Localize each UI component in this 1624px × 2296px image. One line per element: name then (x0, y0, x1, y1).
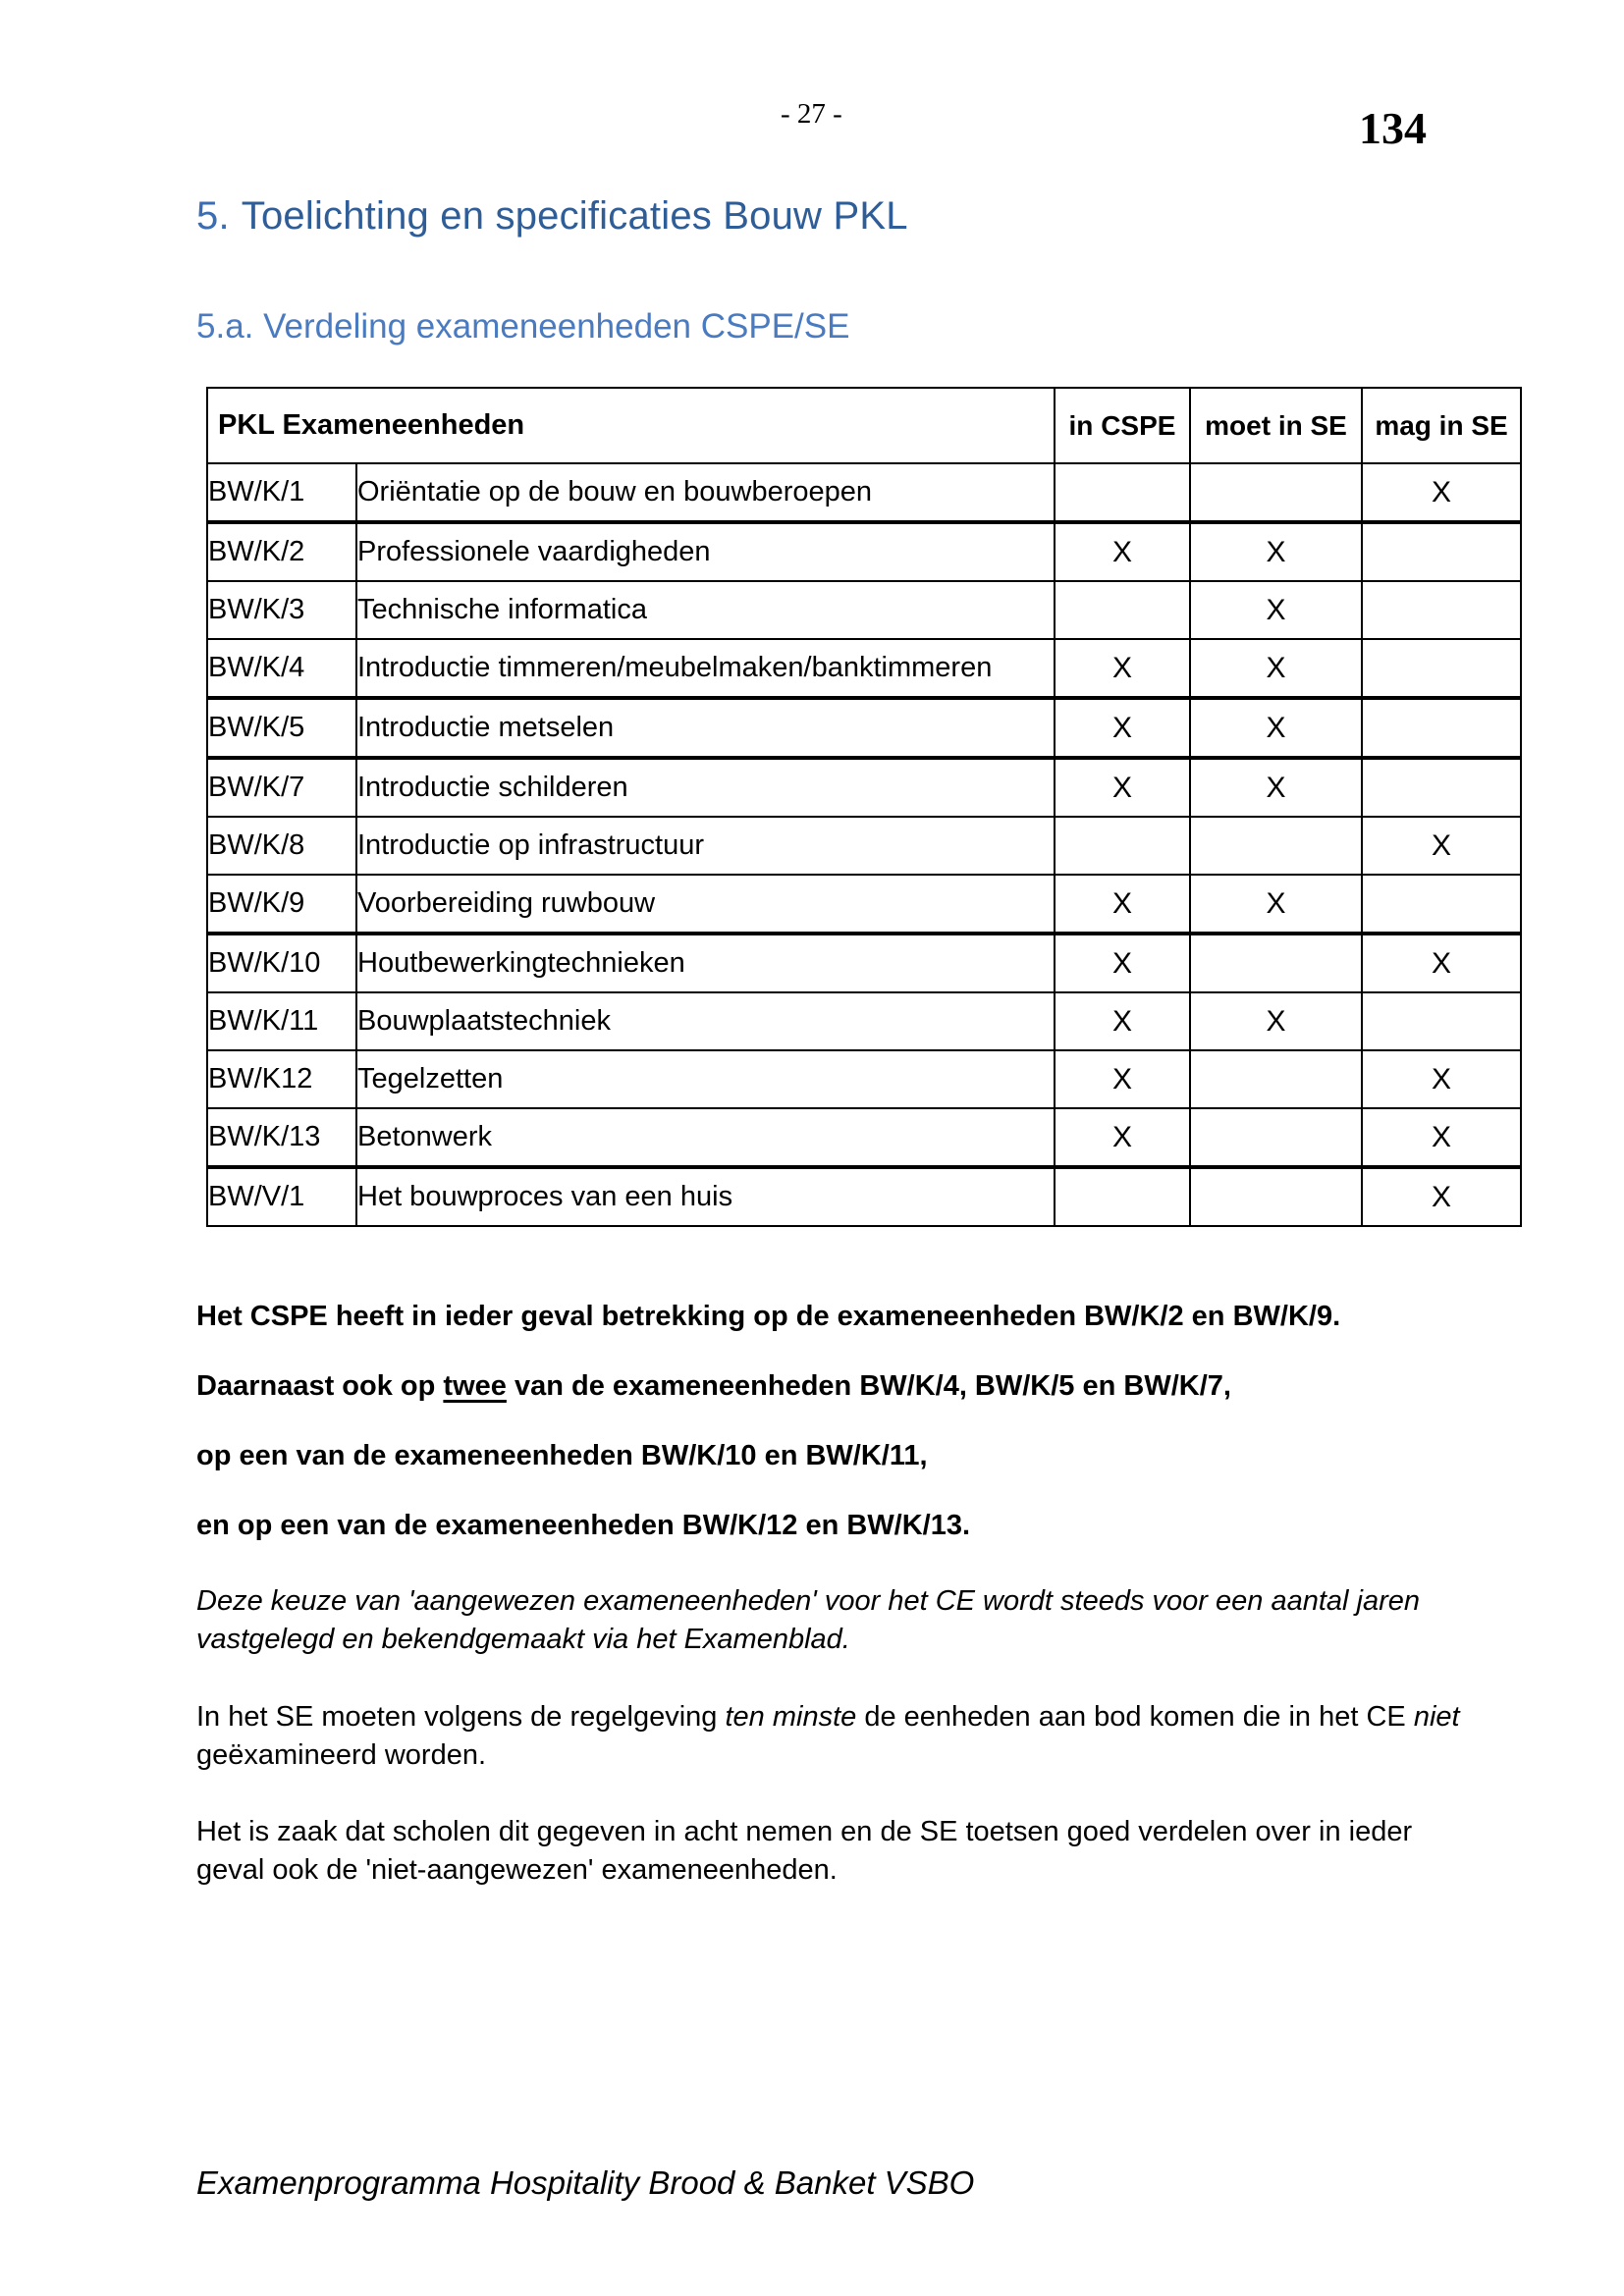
unit-description: Introductie op infrastructuur (356, 817, 1055, 875)
unit-description: Oriëntatie op de bouw en bouwberoepen (356, 463, 1055, 522)
unit-description: Introductie timmeren/meubelmaken/banktimmeren (356, 639, 1055, 698)
in-cspe-mark: X (1055, 875, 1190, 934)
unit-description: Introductie metselen (356, 698, 1055, 758)
mag-in-se-mark (1362, 581, 1521, 639)
unit-code: BW/V/1 (207, 1167, 356, 1226)
in-cspe-mark (1055, 817, 1190, 875)
footer-title: Examenprogramma Hospitality Brood & Banket VSBO (196, 2164, 975, 2201)
header-in-cspe: in CSPE (1055, 388, 1190, 463)
unit-description: Professionele vaardigheden (356, 522, 1055, 581)
text-run: geëxamineerd worden. (196, 1739, 487, 1771)
in-cspe-mark: X (1055, 698, 1190, 758)
moet-in-se-mark: X (1190, 581, 1362, 639)
unit-code: BW/K/11 (207, 992, 356, 1050)
in-cspe-mark: X (1055, 639, 1190, 698)
table-row (207, 992, 1521, 1050)
paragraph-se-minimum (196, 1698, 1463, 1775)
in-cspe-mark (1055, 463, 1190, 522)
in-cspe-mark: X (1055, 1108, 1190, 1167)
text-run: van de exameneenheden BW/K/4, BW/K/5 en BW/K/7, (506, 1370, 1231, 1402)
text-run: de eenheden aan bod komen die in het CE (856, 1701, 1414, 1733)
moet-in-se-mark (1190, 934, 1362, 992)
text-run: Daarnaast ook op (196, 1370, 444, 1402)
section-heading (196, 194, 908, 239)
moet-in-se-mark: X (1190, 698, 1362, 758)
mag-in-se-mark: X (1362, 817, 1521, 875)
unit-description: Het bouwproces van een huis (356, 1167, 1055, 1226)
table-row (207, 1167, 1521, 1226)
in-cspe-mark (1055, 1167, 1190, 1226)
unit-code: BW/K/5 (207, 698, 356, 758)
paragraph-advice: Het is zaak dat scholen dit gegeven in acht nemen en de SE toetsen goed verdelen over in ieder geval ook de 'niet-aangewezen' exameneenheden. (196, 1816, 1413, 1886)
mag-in-se-mark (1362, 522, 1521, 581)
unit-code: BW/K/13 (207, 1108, 356, 1167)
unit-code: BW/K/2 (207, 522, 356, 581)
table-row (207, 522, 1521, 581)
in-cspe-mark: X (1055, 934, 1190, 992)
table-header-row (207, 388, 1521, 463)
text-run: In het SE moeten volgens de regelgeving (196, 1701, 726, 1733)
moet-in-se-mark: X (1190, 875, 1362, 934)
table-row (207, 698, 1521, 758)
unit-code: BW/K/10 (207, 934, 356, 992)
unit-description: Voorbereiding ruwbouw (356, 875, 1055, 934)
table-row (207, 758, 1521, 817)
moet-in-se-mark (1190, 1167, 1362, 1226)
section-title: Toelichting en specificaties Bouw PKL (241, 194, 908, 238)
moet-in-se-mark (1190, 1108, 1362, 1167)
table-row (207, 817, 1521, 875)
unit-description: Bouwplaatstechniek (356, 992, 1055, 1050)
exam-units-table (206, 387, 1522, 1227)
page-stamp: 134 (1359, 103, 1427, 153)
mag-in-se-mark: X (1362, 1050, 1521, 1108)
table-row (207, 1108, 1521, 1167)
header-mag-in-se: mag in SE (1362, 388, 1521, 463)
mag-in-se-mark: X (1362, 1167, 1521, 1226)
moet-in-se-mark (1190, 817, 1362, 875)
table-row (207, 581, 1521, 639)
unit-description: Houtbewerkingtechnieken (356, 934, 1055, 992)
mag-in-se-mark: X (1362, 934, 1521, 992)
mag-in-se-mark (1362, 875, 1521, 934)
header-moet-in-se: moet in SE (1190, 388, 1362, 463)
paragraph-keuze: Deze keuze van 'aangewezen exameneenheden' voor het CE wordt steeds voor een aantal jaren vastgelegd en bekendgemaakt via het Examenblad. (196, 1585, 1420, 1655)
unit-code: BW/K12 (207, 1050, 356, 1108)
unit-code: BW/K/8 (207, 817, 356, 875)
unit-description: Introductie schilderen (356, 758, 1055, 817)
moet-in-se-mark: X (1190, 992, 1362, 1050)
moet-in-se-mark (1190, 1050, 1362, 1108)
table-row (207, 1050, 1521, 1108)
unit-code: BW/K/4 (207, 639, 356, 698)
in-cspe-mark: X (1055, 758, 1190, 817)
emphasis: ten minste (725, 1701, 857, 1733)
in-cspe-mark: X (1055, 522, 1190, 581)
section-number: 5. (196, 194, 230, 238)
paragraph-cspe-two (196, 1367, 1473, 1406)
paragraph-cspe-core: Het CSPE heeft in ieder geval betrekking op de exameneenheden BW/K/2 en BW/K/9. (196, 1301, 1341, 1332)
table-row (207, 463, 1521, 522)
mag-in-se-mark (1362, 698, 1521, 758)
unit-code: BW/K/3 (207, 581, 356, 639)
moet-in-se-mark (1190, 463, 1362, 522)
unit-code: BW/K/1 (207, 463, 356, 522)
unit-code: BW/K/7 (207, 758, 356, 817)
unit-description: Tegelzetten (356, 1050, 1055, 1108)
emphasis: niet (1413, 1701, 1460, 1733)
mag-in-se-mark (1362, 992, 1521, 1050)
in-cspe-mark (1055, 581, 1190, 639)
table-row (207, 934, 1521, 992)
moet-in-se-mark: X (1190, 639, 1362, 698)
table-row (207, 639, 1521, 698)
page-number: - 27 - (781, 98, 842, 130)
unit-description: Technische informatica (356, 581, 1055, 639)
header-exam-units: PKL Exameneenheden (207, 388, 1055, 463)
in-cspe-mark: X (1055, 992, 1190, 1050)
mag-in-se-mark (1362, 758, 1521, 817)
mag-in-se-mark: X (1362, 1108, 1521, 1167)
paragraph-cspe-one-a: op een van de exameneenheden BW/K/10 en BW/K/11, (196, 1440, 928, 1471)
mag-in-se-mark (1362, 639, 1521, 698)
subsection-heading: 5.a. Verdeling exameneenheden CSPE/SE (196, 307, 850, 346)
unit-description: Betonwerk (356, 1108, 1055, 1167)
moet-in-se-mark: X (1190, 758, 1362, 817)
moet-in-se-mark: X (1190, 522, 1362, 581)
mag-in-se-mark: X (1362, 463, 1521, 522)
table-row (207, 875, 1521, 934)
paragraph-cspe-one-b: en op een van de exameneenheden BW/K/12 en BW/K/13. (196, 1510, 971, 1541)
underlined-word: twee (443, 1370, 507, 1402)
in-cspe-mark: X (1055, 1050, 1190, 1108)
unit-code: BW/K/9 (207, 875, 356, 934)
